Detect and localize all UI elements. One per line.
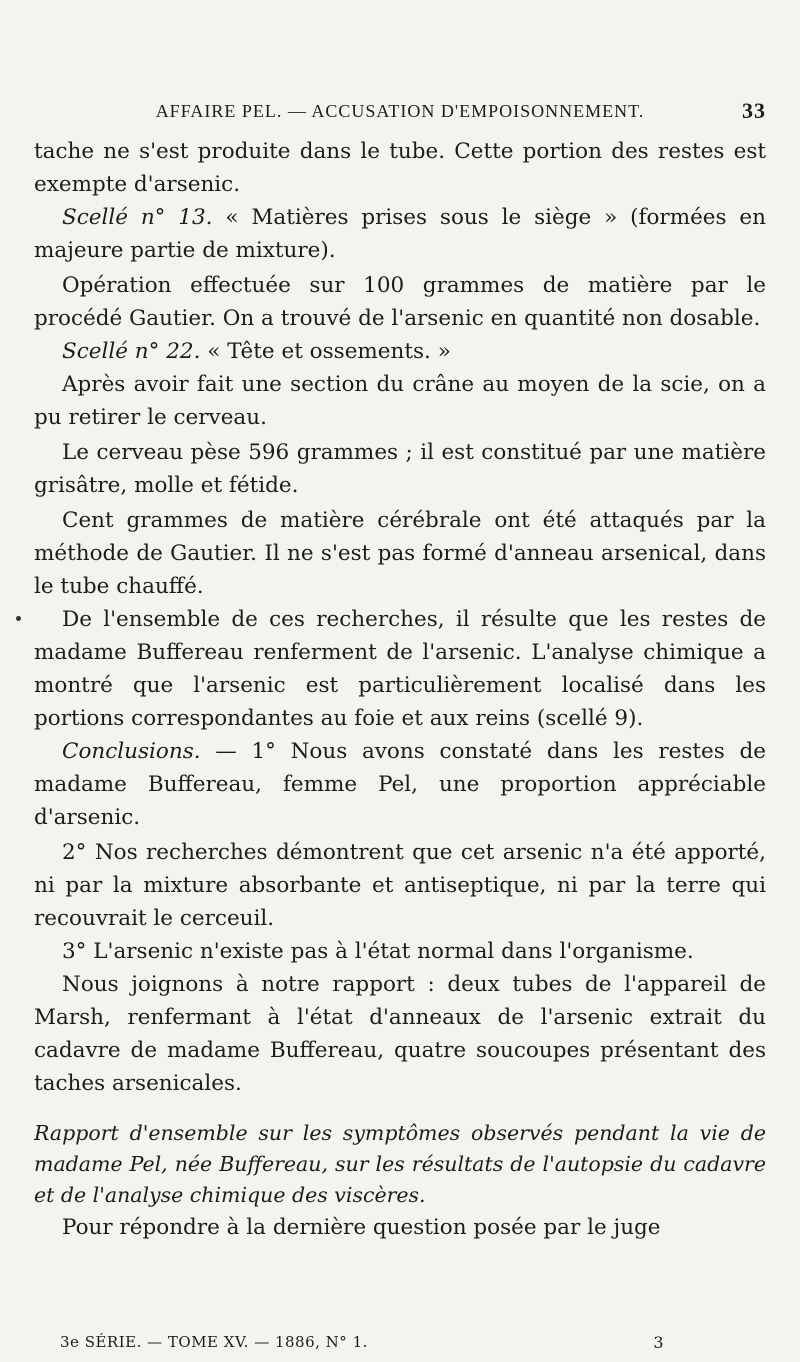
- paragraph: Opération effectuée sur 100 grammes de matière par le procédé Gautier. On a trouvé de l'arsenic en quantité non dosable.: [34, 273, 766, 331]
- running-title: AFFAIRE PEL. — ACCUSATION D'EMPOISONNEMENT.: [155, 100, 645, 121]
- running-header: [34, 96, 766, 126]
- section-gap: [34, 1100, 766, 1118]
- paragraph: tache ne s'est produite dans le tube. Cette portion des restes est exempte d'arsenic.: [34, 139, 766, 197]
- body-text: [34, 135, 766, 1244]
- paragraph: Scellé n° 13. « Matières prises sous le siège » (formées en majeure partie de mixture).: [34, 205, 766, 263]
- page-number: 33: [742, 98, 766, 123]
- paragraph: 3° L'arsenic n'existe pas à l'état normal dans l'organisme.: [62, 939, 694, 964]
- margin-mark: [16, 616, 21, 621]
- paragraph: 2° Nos recherches démontrent que cet arsenic n'a été apporté, ni par la mixture absorbante et antiseptique, ni par la terre qui recouvrait le cerceuil.: [34, 840, 766, 931]
- report-heading: Rapport d'ensemble sur les symptômes observés pendant la vie de madame Pel, née Buffereau, sur les résultats de l'autopsie du cadavre et de l'analyse chimique des viscères.: [34, 1121, 766, 1207]
- paragraph: Après avoir fait une section du crâne au moyen de la scie, on a pu retirer le cerveau.: [34, 372, 766, 430]
- page-footer: [60, 1330, 664, 1354]
- paragraph: Conclusions. — 1° Nous avons constaté dans les restes de madame Buffereau, femme Pel, une proportion appréciable d'arsenic.: [34, 739, 766, 830]
- paragraph: Le cerveau pèse 596 grammes ; il est constitué par une matière grisâtre, molle et fétide.: [34, 440, 766, 498]
- paragraph: Cent grammes de matière cérébrale ont été attaqués par la méthode de Gautier. Il ne s'est pas formé d'anneau arsenical, dans le tube chauffé.: [34, 508, 766, 599]
- paragraph: De l'ensemble de ces recherches, il résulte que les restes de madame Buffereau renferment de l'arsenic. L'analyse chimique a montré que l'arsenic est particulièrement localisé dans les portions correspondantes au foie et aux reins (scellé 9).: [34, 607, 766, 731]
- paragraph: Nous joignons à notre rapport : deux tubes de l'appareil de Marsh, renfermant à l'état d'anneaux de l'arsenic extrait du cadavre de madame Buffereau, quatre soucoupes présentant des taches arsenicales.: [34, 972, 766, 1096]
- paragraph: Scellé n° 22. « Tête et ossements. »: [62, 339, 451, 364]
- series-info: 3e SÉRIE. — TOME XV. — 1886, N° 1.: [60, 1333, 368, 1351]
- paragraph: Pour répondre à la dernière question posée par le juge: [62, 1215, 661, 1240]
- signature-mark: 3: [653, 1332, 664, 1352]
